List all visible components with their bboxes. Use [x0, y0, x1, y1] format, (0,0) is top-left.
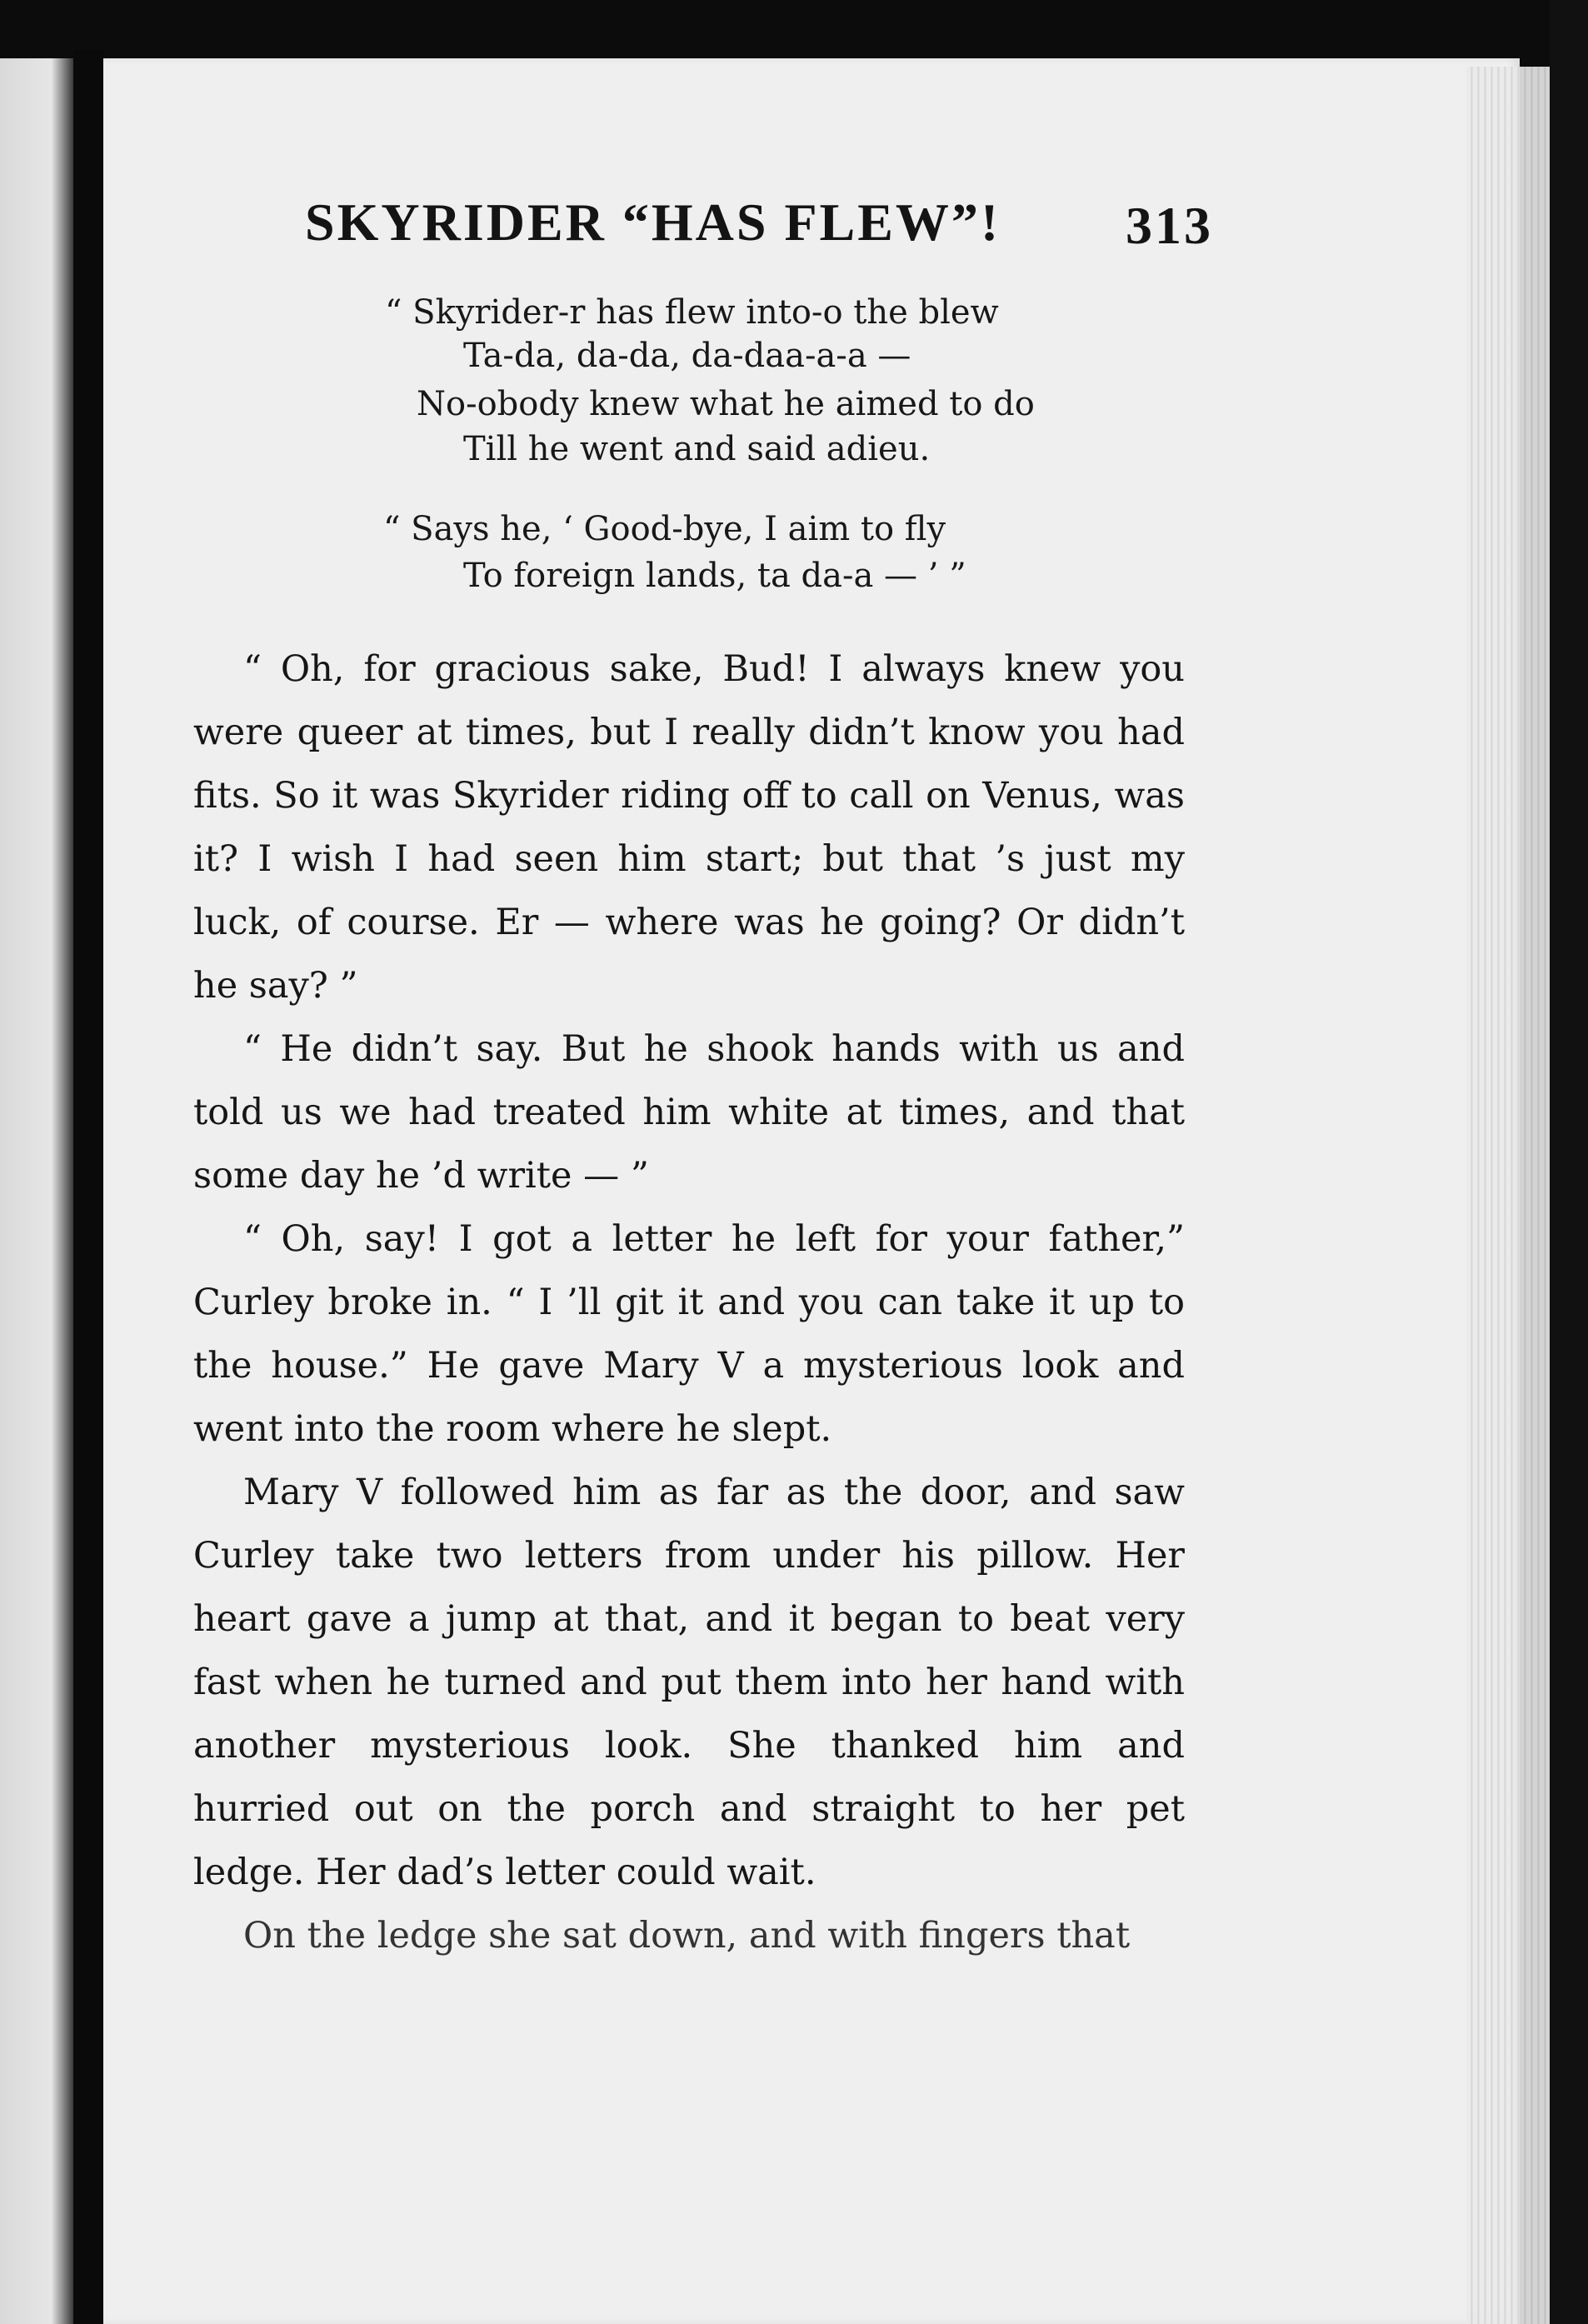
verse-line: Till he went and said adieu. — [463, 430, 931, 468]
verse-line: “ Says he, ‘ Good-bye, I aim to fly — [383, 510, 946, 548]
verse-line: To foreign lands, ta da-a — ’ ” — [463, 557, 966, 595]
running-title: SKYRIDER “HAS FLEW”! — [305, 192, 1001, 252]
paragraph: Mary V followed him as far as the door, and saw Curley take two letters from under his pillow. Her heart gave a jump at that, and it began to beat very fast when he turned and put them into her hand with another mysterious look. She thanked him and hurried out on the porch and straight to her pet ledge. Her dad’s letter could wait. — [193, 1472, 1185, 1893]
running-header — [305, 192, 1213, 267]
paragraph: “ He didn’t say. But he shook hands with us and told us we had treated him white at times, and that some day he ’d write — ” — [193, 1028, 1185, 1197]
adjacent-page-edge — [0, 58, 73, 2324]
prose-body — [193, 637, 1185, 1967]
scan-background — [1550, 0, 1588, 2324]
verse-line: Ta-da, da-da, da-daa-a-a — — [463, 337, 911, 375]
paragraph: “ Oh, say! I got a letter he left for your father,” Curley broke in. “ I ’ll git it and you can take it up to the house.” He gave Mary V a mysterious look and went into the room where he slept. — [193, 1218, 1185, 1450]
page-number: 313 — [1126, 196, 1213, 255]
paragraph: “ Oh, for gracious sake, Bud! I always knew you were queer at times, but I really didn’t know you had fits. So it was Skyrider riding off to call on Venus, was it? I wish I had seen him start; but that ’s just my luck, of course. Er — where was he going? Or didn’t he say? ” — [193, 648, 1185, 1007]
book-gutter — [73, 50, 103, 2324]
verse-line: “ Skyrider-r has flew into-o the blew — [385, 293, 999, 332]
paragraph-final-line: On the ledge she sat down, and with fingers that — [243, 1915, 1131, 1957]
verse-line: No-obody knew what he aimed to do — [417, 385, 1035, 423]
page-stack-edges — [1466, 67, 1550, 2324]
